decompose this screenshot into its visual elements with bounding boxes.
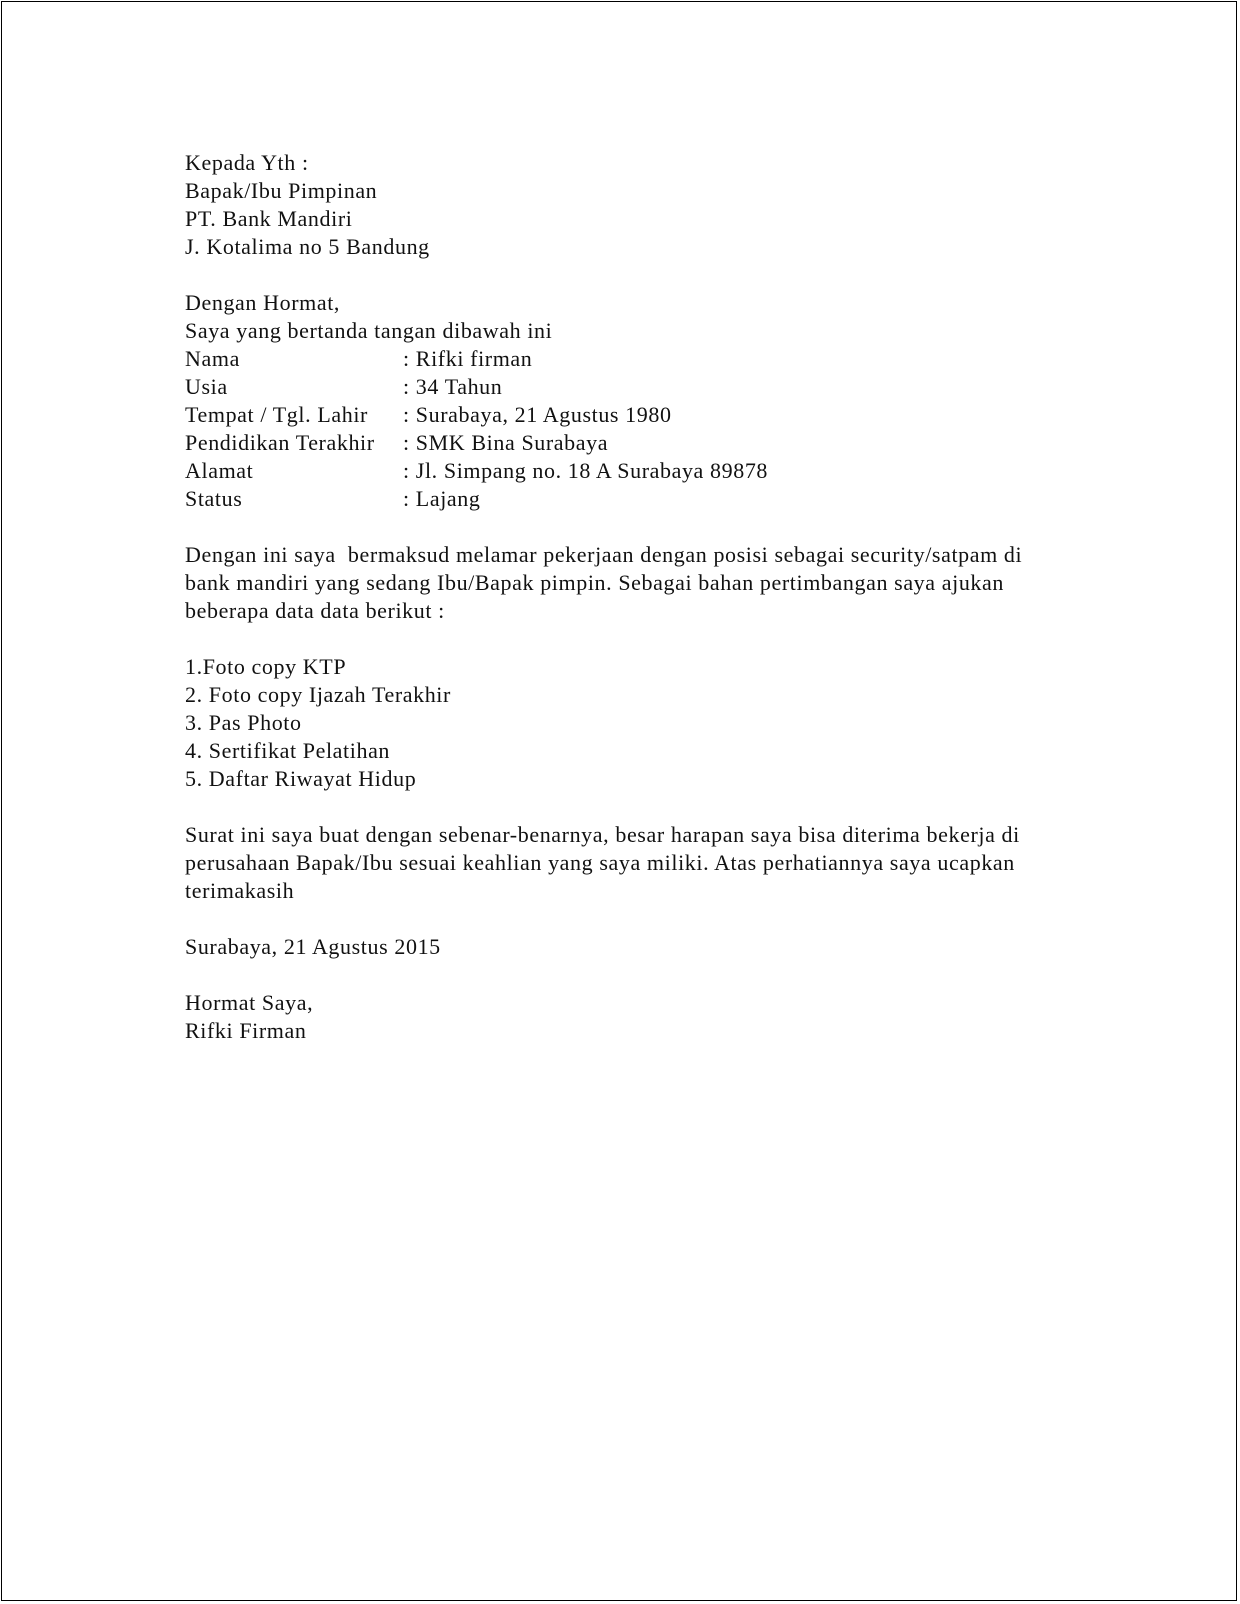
body-line-1: Dengan ini saya bermaksud melamar pekerjaan dengan posisi sebagai security/satpam di (185, 542, 1023, 567)
details-table (185, 345, 1065, 513)
letter-content (185, 149, 1065, 1045)
attachments-list (185, 653, 1065, 793)
detail-label: Status (185, 486, 243, 511)
detail-row (185, 345, 1065, 373)
place-date: Surabaya, 21 Agustus 2015 (185, 934, 441, 959)
recipient-line-1: Kepada Yth : (185, 150, 309, 175)
closing-line-1: Surat ini saya buat dengan sebenar-benarnya, besar harapan saya bisa diterima bekerja di (185, 822, 1020, 847)
recipient-line-2: Bapak/Ibu Pimpinan (185, 178, 378, 203)
detail-row (185, 373, 1065, 401)
list-item: 2. Foto copy Ijazah Terakhir (185, 682, 451, 707)
detail-label: Alamat (185, 458, 254, 483)
intro-line: Saya yang bertanda tangan dibawah ini (185, 318, 553, 343)
recipient-line-3: PT. Bank Mandiri (185, 206, 353, 231)
list-item: 4. Sertifikat Pelatihan (185, 738, 391, 763)
recipient-block (185, 149, 1065, 261)
detail-value: : SMK Bina Surabaya (403, 430, 609, 455)
body-line-3: beberapa data data berikut : (185, 598, 445, 623)
list-item: 3. Pas Photo (185, 710, 302, 735)
detail-label: Usia (185, 374, 228, 399)
body-line-2: bank mandiri yang sedang Ibu/Bapak pimpin. Sebagai bahan pertimbangan saya ajukan (185, 570, 1004, 595)
opening-block (185, 289, 1065, 345)
signature-name: Rifki Firman (185, 1018, 307, 1043)
detail-label: Tempat / Tgl. Lahir (185, 402, 368, 427)
closing-line-3: terimakasih (185, 878, 295, 903)
detail-row (185, 485, 1065, 513)
list-item: 1.Foto copy KTP (185, 654, 347, 679)
detail-label: Pendidikan Terakhir (185, 430, 375, 455)
detail-row (185, 457, 1065, 485)
detail-value: : Jl. Simpang no. 18 A Surabaya 89878 (403, 458, 769, 483)
letter-page (1, 1, 1237, 1601)
list-item: 5. Daftar Riwayat Hidup (185, 766, 417, 791)
signature-block (185, 989, 1065, 1045)
body-paragraph (185, 541, 1065, 625)
detail-label: Nama (185, 346, 240, 371)
detail-value: : 34 Tahun (403, 374, 503, 399)
detail-row (185, 401, 1065, 429)
detail-value: : Rifki firman (403, 346, 533, 371)
closing-paragraph (185, 821, 1065, 905)
detail-value: : Lajang (403, 486, 481, 511)
detail-row (185, 429, 1065, 457)
recipient-line-4: J. Kotalima no 5 Bandung (185, 234, 430, 259)
closing-line-2: perusahaan Bapak/Ibu sesuai keahlian yang saya miliki. Atas perhatiannya saya ucapkan (185, 850, 1015, 875)
place-date-block (185, 933, 1065, 961)
detail-value: : Surabaya, 21 Agustus 1980 (403, 402, 672, 427)
salutation: Dengan Hormat, (185, 290, 341, 315)
regards: Hormat Saya, (185, 990, 314, 1015)
